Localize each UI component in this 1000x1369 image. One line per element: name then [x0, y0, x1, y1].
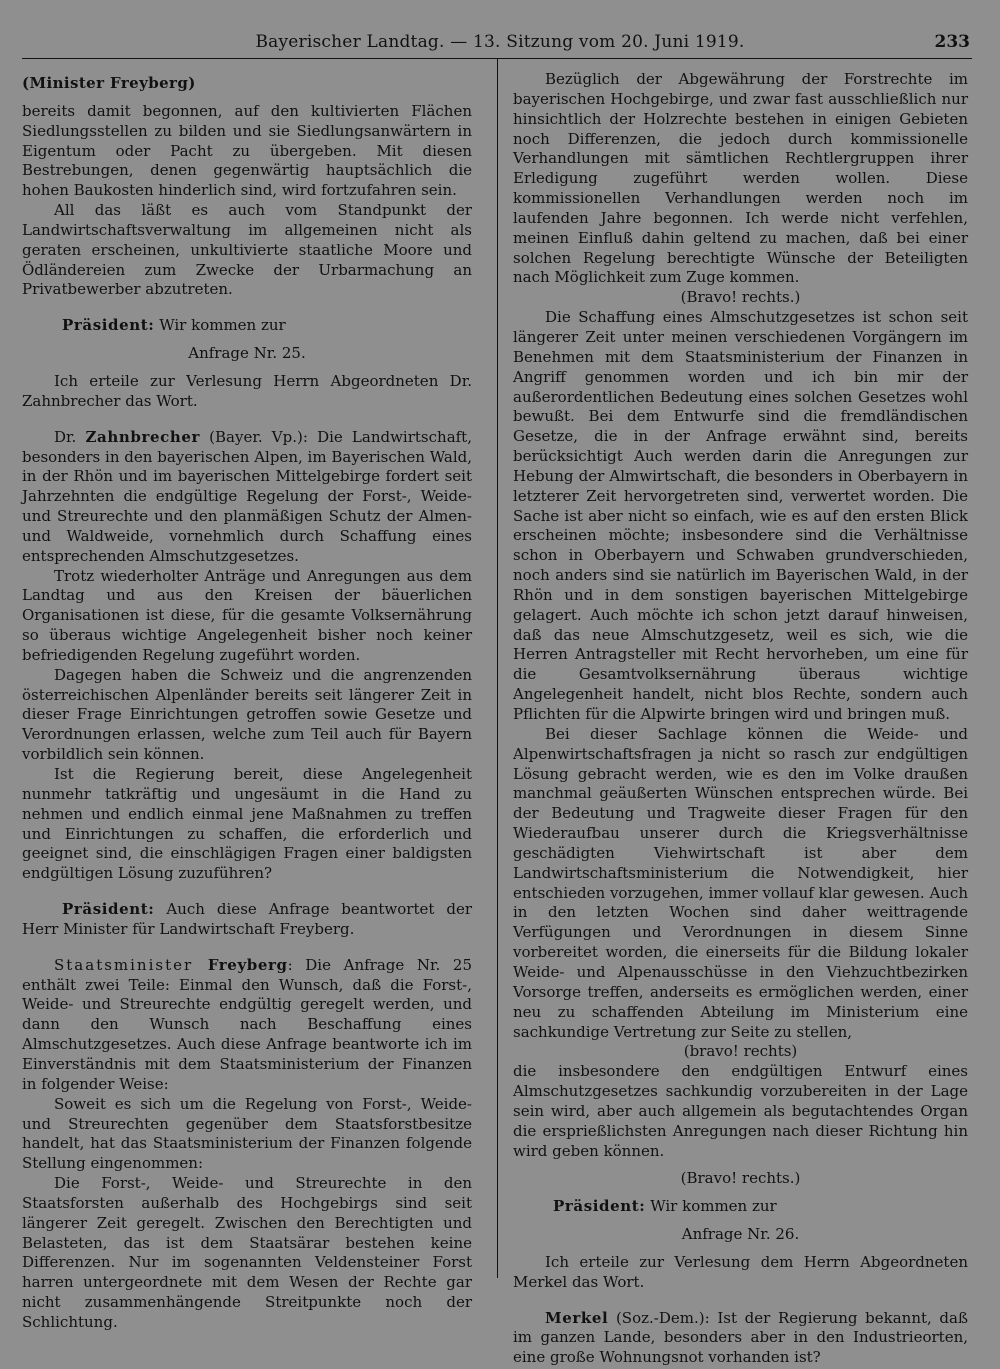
statement-text: (Bayer. Vp.): Die Landwirtschaft, besonders in den bayerischen Alpen, im Bayerischen Wald, in der Rhön und im bayerischen Mittelgebirge fordert seit Jahrzehnten die endgültige Regelung der Forst-, Weide- und Streurechte und den planmäßigen Schutz der Almen- und Waldweide, vornehmlich durch Schaffung eines entsprechenden Almschutzgesetzes. [22, 427, 472, 565]
running-title: Bayerischer Landtag. — 13. Sitzung vom 20. Juni 1919. [255, 32, 745, 52]
speaker-name: Präsident: [553, 1197, 646, 1216]
interjection: (Bravo! rechts.) [680, 288, 801, 307]
speaker-name: Präsident: [62, 900, 155, 919]
president-statement [22, 316, 472, 336]
paragraph: bereits damit begonnen, auf den kultivierten Flächen Siedlungsstellen zu bilden und sie Siedlungsanwärtern in Eigentum oder Pacht zu übergeben. Mit diesen Bestrebungen, denen gegenwärtig hauptsächlich die hohen Baukosten hinderlich sind, wird fortzufahren sein. [22, 101, 472, 200]
paragraph: Die Forst-, Weide- und Streurechte in den Staatsforsten außerhalb des Hochgebirgs sind seit längerer Zeit geregelt. Zwischen den Berechtigten und Belasteten, das ist dem Staatsärar bestehen keine Differenzen. Nur im sogenannten Veldensteiner Forst harren untergeordnete mit dem Wesen der Rechte gar nicht zusammenhängende Streitpunkte noch der Schlichtung. [22, 1174, 472, 1331]
paragraph: Bei dieser Sachlage können die Weide- und Alpenwirtschaftsfragen ja nicht so rasch zur endgültigen Lösung gebracht werden, wie es den im Volke draußen manchmal geäußerten Wünschen entsprechen würde. Bei der Bedeutung und Tragweite dieser Fragen für den Wiederaufbau unserer durch die Kriegsverhältnisse geschädigten Viehwirtschaft ist aber dem Landwirtschaftsministerium die Notwendigkeit, hier entschieden vorzugehen, immer vollauf klar gewesen. Auch in den letzten Wochen sind daher weittragende Verfügungen und Verordnungen in diesem Sinne vorbereitet worden, die einerseits für die Bildung lokaler Weide- und Alpenausschüsse in den Viehzuchtbezirken Vorsorge treffen, anderseits es ermöglichen werden, einer neu zu schaffenden Abteilung im Ministerium eine sachkundige Vertretung zur Seite zu stellen, [513, 724, 968, 1041]
speaker-name: Freyberg [207, 955, 288, 974]
speaker-name: Präsident: [62, 316, 155, 335]
page-number: 233 [934, 32, 970, 52]
statement-text: : Die Anfrage Nr. 25 enthält zwei Teile: Einmal den Wunsch, daß die Forst-, Weide- und Streurechte endgültig geregelt werden, und dann den Wunsch nach Beschaffung eines Almschutzgesetzes. Auch diese Anfrage beantworte ich im Einverständnis mit dem Staatsministerium der Finanzen in folgender Weise: [22, 955, 473, 1093]
left-column [22, 60, 472, 1333]
president-statement [22, 900, 472, 940]
paragraph: Die Schaffung eines Almschutzgesetzes ist schon seit längerer Zeit unter meinen verschiedenen Vorgängern im Benehmen mit dem Staatsministerium der Finanzen in Angriff genommen worden und ich bin mir der außerordentlichen Bedeutung eines solchen Gesetzes wohl bewußt. Bei dem Entwurfe sind die fremdländischen Gesetze, die in der Anfrage erwähnt sind, bereits berücksichtigt Auch werden darin die Anregungen zur Hebung der Almwirtschaft, die besonders in Oberbayern in letzterer Zeit hervorgetreten sind, verwertet worden. Die Sache ist aber nicht so einfach, wie es auf den ersten Blick erscheinen möchte; insbesondere sind die Verhältnisse schon in Oberbayern und Schwaben grundverschieden, noch anders sind sie natürlich im Bayerischen Wald, in der Rhön und in dem sonstigen bayerischen Mittelgebirge gelagert. Auch möchte ich schon jetzt darauf hinweisen, daß das neue Almschutzgesetz, weil es sich, wie die Herren Antragsteller mit Recht hervorheben, um eine für die Gesamtvolksernährung überaus wichtige Angelegenheit handelt, nicht blos Rechte, sondern auch Pflichten für die Alpwirte bringen wird und bringen muß. [513, 308, 968, 723]
paragraph: Trotz wiederholter Anträge und Anregungen aus dem Landtag und aus den Kreisen der bäuerlichen Organisationen ist diese, für die gesamte Volksernährung so überaus wichtige Angelegenheit bisher noch keiner befriedigenden Regelung zugeführt worden. [22, 566, 472, 664]
speaker-continuation: (Minister Freyberg) [22, 74, 196, 92]
statement-text: Wir kommen zur [645, 1197, 777, 1216]
interjection: (Bravo! rechts.) [680, 1169, 801, 1188]
section-heading: Anfrage Nr. 26. [681, 1225, 800, 1244]
paragraph: Soweit es sich um die Regelung von Forst-, Weide- und Streurechten gegenüber dem Staatsforstbesitze handelt, hat das Staatsministerium der Finanzen folgende Stellung eingenommen: [22, 1094, 472, 1173]
paragraph: Dagegen haben die Schweiz und die angrenzenden österreichischen Alpenländer bereits seit längerer Zeit in dieser Frage Einrichtungen getroffen sowie Gesetze und Verordnungen erlassen, welche zum Teil auch für Bayern vorbildlich sein können. [22, 665, 472, 764]
speaker-name: Merkel [545, 1308, 609, 1327]
paragraph: Bezüglich der Abgewährung der Forstrechte im bayerischen Hochgebirge, und zwar fast ausschließlich nur hinsichtlich der Holzrechte bestehen in einigen Gebieten noch Differenzen, die jedoch durch kommissionelle Verhandlungen mit sämtlichen Rechtlergruppen ihrer Erledigung zugeführt werden wollen. Diese kommissionellen Verhandlungen werden noch im laufenden Jahre begonnen. Ich werde nicht verfehlen, meinen Einfluß dahin geltend zu machen, daß bei einer solchen Regelung berechtigte Wünsche der Beteiligten nach Möglichkeit zum Zuge kommen. [513, 70, 968, 287]
right-column [513, 60, 968, 1368]
speaker-title: Dr. [54, 427, 86, 446]
speaker-statement [22, 428, 472, 567]
speaker-statement [513, 1309, 968, 1369]
statement-text: Wir kommen zur [154, 316, 286, 335]
speaker-title: Staatsminister [54, 955, 208, 974]
column-divider [497, 58, 498, 1278]
running-head [0, 0, 1000, 60]
section-heading: Anfrage Nr. 25. [188, 344, 306, 363]
statement-text: Auch diese Anfrage beantwortet der Herr Minister für Landwirtschaft Freyberg. [22, 900, 472, 938]
president-statement [513, 1197, 968, 1217]
paragraph: Ich erteile zur Verlesung dem Herrn Abgeordneten Merkel das Wort. [513, 1252, 968, 1291]
interjection: (bravo! rechts) [683, 1042, 798, 1061]
paragraph: Ist die Regierung bereit, diese Angelegenheit nunmehr tatkräftig und ungesäumt in die Hand zu nehmen und endlich einmal jene Maßnahmen zu treffen und Einrichtungen zu schaffen, die erforderlich und geeignet sind, die einschlägigen Fragen einer baldigsten endgültigen Lösung zuzuführen? [22, 765, 472, 883]
speaker-statement [22, 956, 472, 1095]
speaker-name: Zahnbrecher [85, 427, 200, 446]
paragraph: Ich erteile zur Verlesung Herrn Abgeordneten Dr. Zahnbrecher das Wort. [22, 371, 472, 410]
statement-text: (Soz.-Dem.): Ist der Regierung bekannt, daß im ganzen Lande, besonders aber in den Industrieorten, eine große Wohnungsnot vorhanden ist? [513, 1308, 968, 1367]
paragraph: die insbesondere den endgültigen Entwurf eines Almschutzgesetzes sachkundig vorzubereiten in der Lage sein wird, aber auch allgemein als begutachtendes Organ die ersprießlichsten Anregungen nach dieser Richtung hin wird geben können. [513, 1062, 968, 1160]
paragraph: All das läßt es auch vom Standpunkt der Landwirtschaftsverwaltung im allgemeinen nicht als geraten erscheinen, unkultivierte staatliche Moore und Ödländereien zum Zwecke der Urbarmachung an Privatbewerber abzutreten. [22, 201, 472, 299]
